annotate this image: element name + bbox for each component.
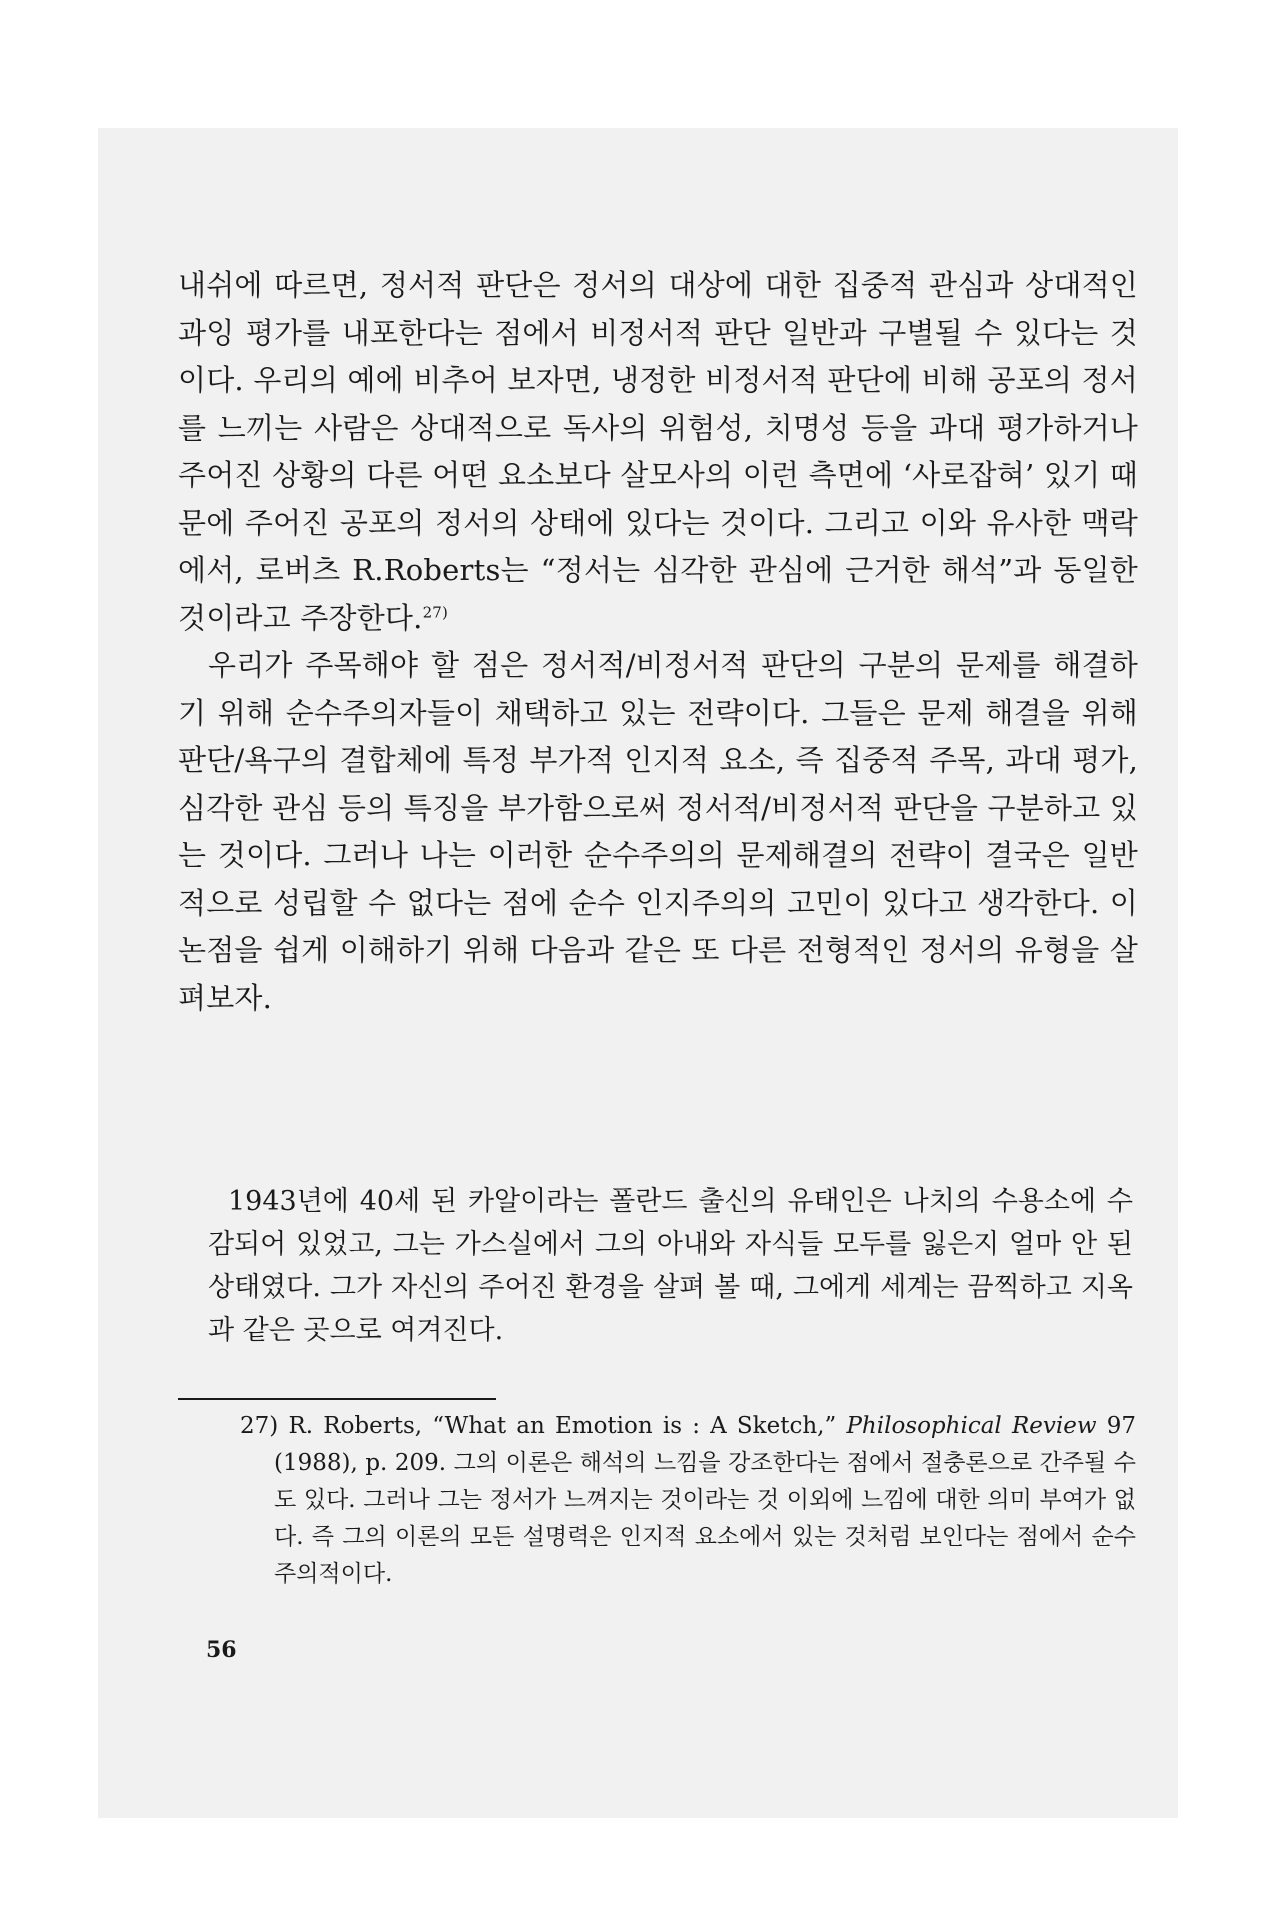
paragraph [178,262,1138,642]
footnote-body [240,1408,1136,1593]
footnote-divider [178,1398,496,1400]
footnote-reference: 27) [422,602,449,621]
paragraph: 우리가 주목해야 할 점은 정서적/비정서적 판단의 구분의 문제를 해결하기 위해 순수주의자들이 채택하고 있는 전략이다. 그들은 문제 해결을 위해 판단/욕구의 결합체에 특정 부가적 인지적 요소, 즉 집중적 주목, 과대 평가, 심각한 관심 등의 특징을 부가함으로써 정서적/비정서적 판단을 구분하고 있는 것이다. 그러나 나는 이러한 순수주의의 문제해결의 전략이 결국은 일반적으로 성립할 수 없다는 점에 순수 인지주의의 고민이 있다고 생각한다. 이 논점을 쉽게 이해하기 위해 다음과 같은 또 다른 전형적인 정서의 유형을 살펴보자. [178,648,1138,1015]
footnote-citation-suffix: 97 (1988), p. 209. [274,1413,1137,1476]
footnote-text: 그의 이론은 해석의 느낌을 강조한다는 점에서 절충론으로 간주될 수도 있다. 그러나 그는 정서가 느껴지는 것이라는 것 이외에 느낌에 대한 의미 부여가 없다. 즉 그의 이론의 모든 설명력은 인지적 요소에서 있는 것처럼 보인다는 점에서 순수주의적이다. [274,1450,1136,1587]
page-number: 56 [206,1637,237,1663]
footnote-citation-prefix: R. Roberts, “What an Emotion is : A Sketch,” [288,1413,837,1439]
footnote [206,1408,1136,1593]
footnote-number: 27) [240,1413,279,1439]
main-text [178,262,1138,1022]
footnote-journal: Philosophical Review [846,1413,1097,1439]
paragraph-text: 내쉬에 따르면, 정서적 판단은 정서의 대상에 대한 집중적 관심과 상대적인 과잉 평가를 내포한다는 점에서 비정서적 판단 일반과 구별될 수 있다는 것이다. 우리의 예에 비추어 보자면, 냉정한 비정서적 판단에 비해 공포의 정서를 느끼는 사람은 상대적으로 독사의 위험성, 치명성 등을 과대 평가하거나 주어진 상황의 다른 어떤 요소보다 살모사의 이런 측면에 ‘사로잡혀’ 있기 때문에 주어진 공포의 정서의 상태에 있다는 것이다. 그리고 이와 유사한 맥락에서, 로버츠 R.Roberts는 “정서는 심각한 관심에 근거한 해석”과 동일한 것이라고 주장한다. [178,268,1138,635]
quote-text: 1943년에 40세 된 카알이라는 폴란드 출신의 유태인은 나치의 수용소에 수감되어 있었고, 그는 가스실에서 그의 아내와 자식들 모두를 잃은지 얼마 안 된 상태였다. 그가 자신의 주어진 환경을 살펴 볼 때, 그에게 세계는 끔찍하고 지옥과 같은 곳으로 여겨진다. [208,1186,1133,1346]
block-quote [208,1180,1133,1352]
